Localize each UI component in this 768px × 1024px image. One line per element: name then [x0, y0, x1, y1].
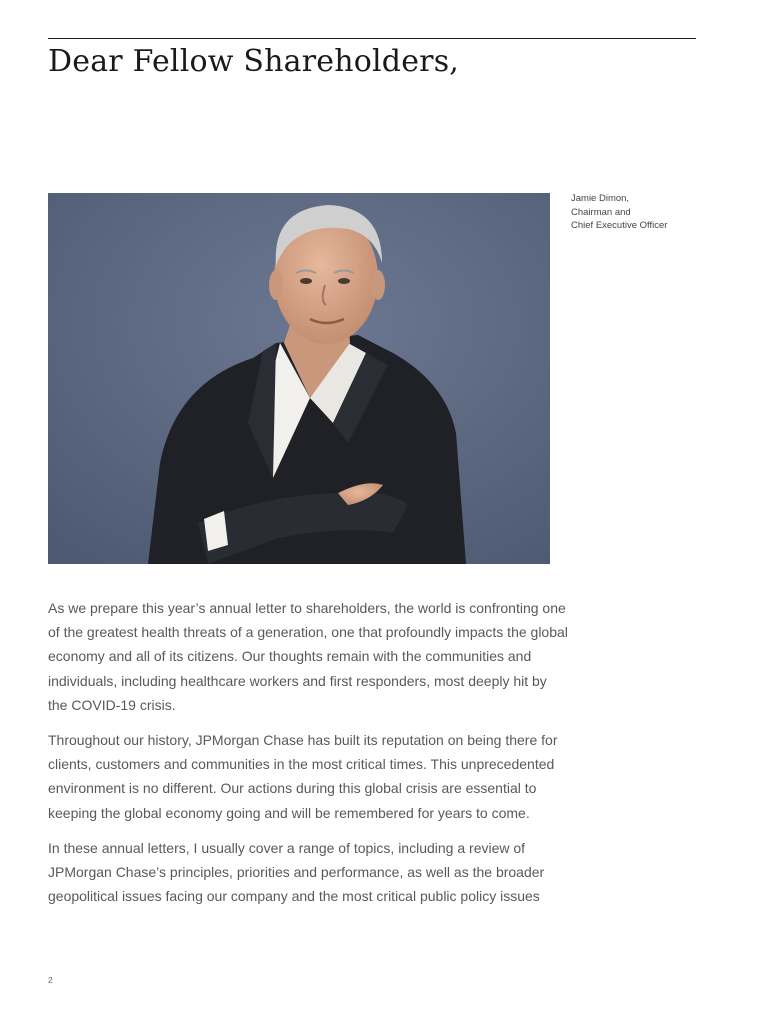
- caption-name: Jamie Dimon,: [571, 193, 630, 204]
- page-number: 2: [48, 975, 53, 985]
- photo-caption: [571, 192, 721, 233]
- caption-title: Chief Executive Officer: [571, 220, 668, 231]
- portrait-photo: [48, 193, 550, 564]
- paragraph: In these annual letters, I usually cover a range of topics, including a review of JPMorgan Chase’s principles, priorities and performance, as well as the broader geopolitical issues facing our company and the most critical public policy issues: [48, 839, 545, 905]
- caption-role: Chairman and: [571, 206, 631, 218]
- paragraph: As we prepare this year’s annual letter to shareholders, the world is confronting one of the greatest health threats of a generation, one that profoundly impacts the global economy and all of its citizens. Our thoughts remain with the communities and individuals, including healthcare workers and first responders, most deeply hit by the COVID-19 crisis.: [48, 600, 568, 713]
- header-rule: [48, 38, 696, 39]
- page-title: Dear Fellow Shareholders,: [48, 44, 460, 79]
- letter-body: [48, 596, 568, 919]
- paragraph: Throughout our history, JPMorgan Chase has built its reputation on being there for clients, customers and communities in the most critical times. This unprecedented environment is no different. Our actions during this global crisis are essential to keeping the global economy going and will be remembered for years to come.: [48, 732, 558, 821]
